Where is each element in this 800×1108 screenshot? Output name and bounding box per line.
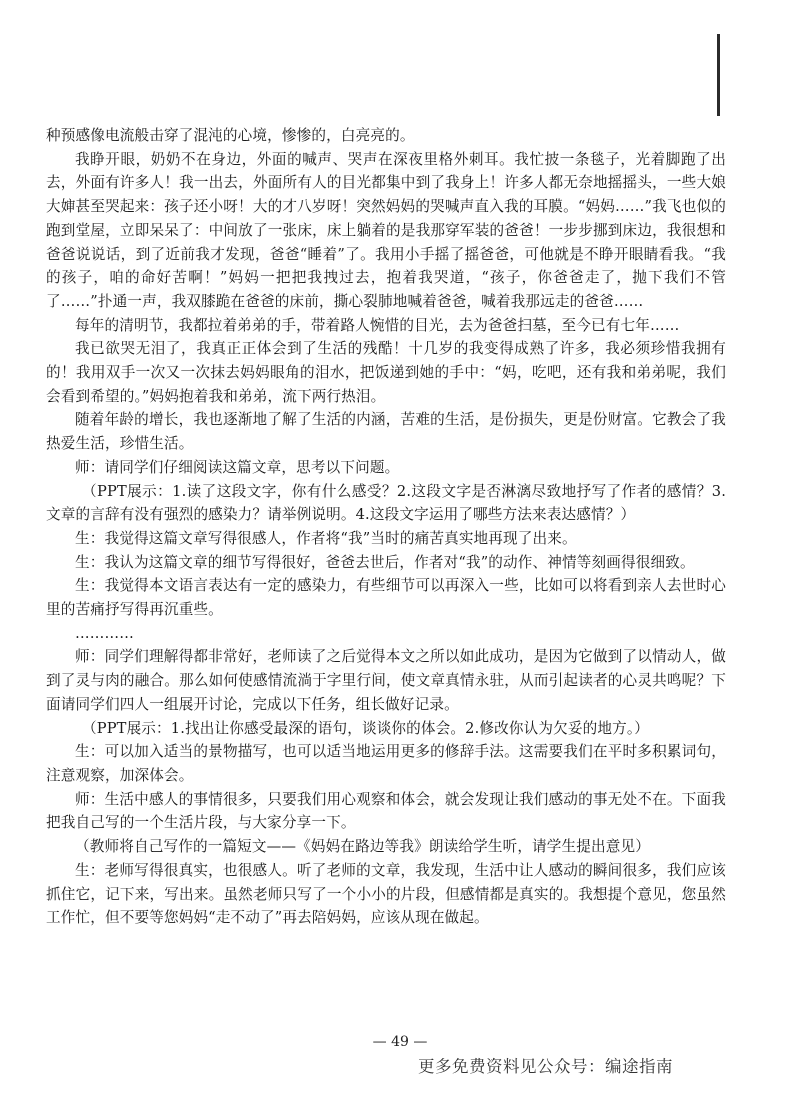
paragraph: 师：同学们理解得都非常好，老师读了之后觉得本文之所以如此成功，是因为它做到了以情动人，做到了灵与肉的融合。那么如何使感情流淌于字里行间，使文章真情永驻，从而引起读者的心灵共鸣呢？下面请同学们四人一组展开讨论，完成以下任务，组长做好记录。 <box>46 648 726 713</box>
paragraph: 生：我觉得本文语言表达有一定的感染力，有些细节可以再深入一些，比如可以将看到亲人去世时心里的苦痛抒写得再沉重些。 <box>46 577 726 619</box>
paragraph: 种预感像电流般击穿了混沌的心境，惨惨的，白亮亮的。 <box>46 127 415 144</box>
paragraph: 我已欲哭无泪了，我真正正体会到了生活的残酷！十几岁的我变得成熟了许多，我必须珍惜我拥有的！我用双手一次又一次抹去妈妈眼角的泪水，把饭递到她的手中：“妈，吃吧，还有我和弟弟呢，我们会看到希望的。”妈妈抱着我和弟弟，流下两行热泪。 <box>46 340 726 405</box>
paragraph: 师：生活中感人的事情很多，只要我们用心观察和体会，就会发现让我们感动的事无处不在。下面我把我自己写的一个生活片段，与大家分享一下。 <box>46 790 726 832</box>
document-body <box>46 124 726 930</box>
paragraph: （PPT展示：1.找出让你感受最深的语句，谈谈你的体会。2.修改你认为欠妥的地方。） <box>82 719 650 737</box>
footer-note: 更多免费资料见公众号：编途指南 <box>418 1057 673 1076</box>
paragraph: 生：老师写得很真实，也很感人。听了老师的文章，我发现，生活中让人感动的瞬间很多，我们应该抓住它，记下来，写出来。虽然老师只写了一个小小的片段，但感情都是真实的。我想提个意见，您虽然工作忙，但不要等您妈妈“走不动了”再去陪妈妈，应该从现在做起。 <box>46 861 726 927</box>
paragraph: 生：可以加入适当的景物描写，也可以适当地运用更多的修辞手法。这需要我们在平时多积累词句，注意观察，加深体会。 <box>46 743 726 784</box>
page-edge-mark <box>717 34 720 116</box>
paragraph: 生：我觉得这篇文章写得很感人，作者将“我”当时的痛苦真实地再现了出来。 <box>75 529 577 547</box>
paragraph: 师：请同学们仔细阅读这篇文章，思考以下问题。 <box>75 458 400 476</box>
page-number: — 49 — <box>372 1034 428 1050</box>
paragraph: 生：我认为这篇文章的细节写得很好，爸爸去世后，作者对“我”的动作、神情等刻画得很细致。 <box>75 553 695 571</box>
paragraph: 我睁开眼，奶奶不在身边，外面的喊声、哭声在深夜里格外刺耳。我忙披一条毯子，光着脚跑了出去，外面有许多人！我一出去，外面所有人的目光都集中到了我身上！许多人都无奈地摇摇头，一些大娘大婶甚至哭起来：孩子还小呀！大的才八岁呀！突然妈妈的哭喊声直入我的耳膜。“妈妈……”我飞也似的跑到堂屋，立即呆呆了：中间放了一张床，床上躺着的是我那穿军装的爸爸！一步步挪到床边，我很想和爸爸说说话，到了近前我才发现，爸爸“睡着”了。我用小手摇了摇爸爸，可他就是不睁开眼睛看我。“我的孩子，咱的命好苦啊！”妈妈一把把我拽过去，抱着我哭道，“孩子，你爸爸走了，抛下我们不管了……”扑通一声，我双膝跪在爸爸的床前，撕心裂肺地喊着爸爸，喊着我那远走的爸爸…… <box>46 150 726 310</box>
paragraph: ………… <box>75 624 134 642</box>
paragraph: （教师将自己写作的一篇短文——《妈妈在路边等我》朗读给学生听，请学生提出意见） <box>75 838 651 856</box>
paragraph: 随着年龄的增长，我也逐渐地了解了生活的内涵，苦难的生活，是份损失，更是份财富。它教会了我热爱生活，珍惜生活。 <box>46 411 726 453</box>
paragraph: （PPT展示：1.读了这段文字，你有什么感受？2.这段文字是否淋漓尽致地抒写了作者的感情？3.文章的言辞有没有强烈的感染力？请举例说明。4.这段文字运用了哪些方法来表达感情？） <box>46 482 726 524</box>
paragraph: 每年的清明节，我都拉着弟弟的手，带着路人惋惜的目光，去为爸爸扫墓，至今已有七年…… <box>75 316 680 334</box>
